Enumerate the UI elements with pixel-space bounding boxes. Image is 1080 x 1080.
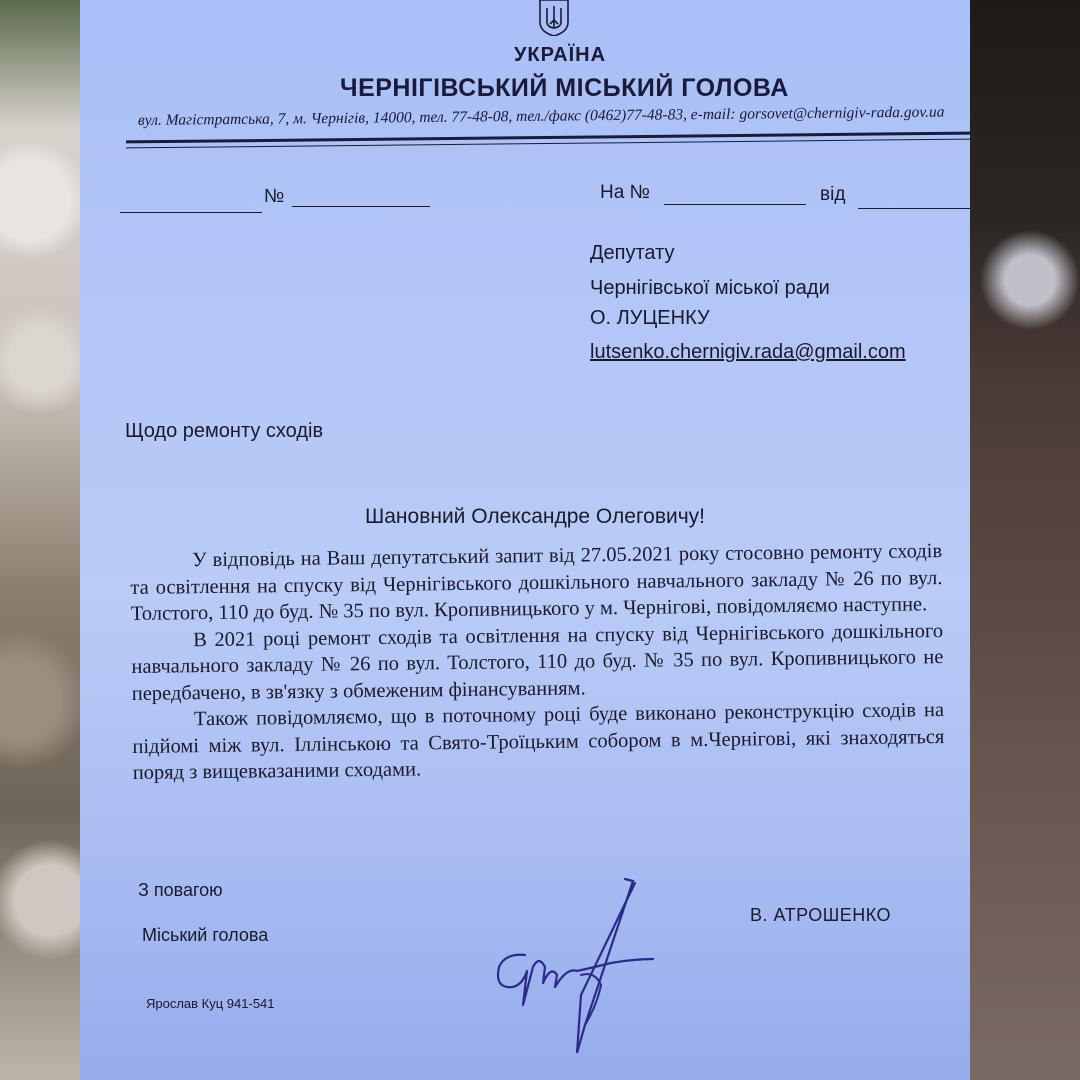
background-right-night <box>970 0 1080 1080</box>
letterhead-address: вул. Магістратська, 7, м. Чернігів, 14000, тел. 77-48-08, тел./факс (0462)77-48-83, e-mail: gorsovet@chernigiv-rada.gov.ua <box>137 103 945 129</box>
addressee-title: Депутату <box>590 242 675 264</box>
executor-contact: Ярослав Куц 941-541 <box>146 996 275 1011</box>
letterhead-organization: ЧЕРНІГІВСЬКИЙ МІСЬКИЙ ГОЛОВА <box>340 74 789 102</box>
reply-number-line <box>664 204 806 205</box>
closing-regards: З повагою <box>138 880 223 900</box>
reg-date-line <box>120 212 262 213</box>
letter-body <box>130 538 945 786</box>
addressee-email: lutsenko.chernigiv.rada@gmail.com <box>590 341 906 363</box>
letter-page <box>80 0 970 1080</box>
handwritten-signature <box>485 875 665 1065</box>
closing-position: Міський голова <box>142 925 269 945</box>
letterhead-country: УКРАЇНА <box>513 44 607 66</box>
reply-from-label: від <box>820 184 846 205</box>
trident-coat-of-arms-icon <box>538 0 570 36</box>
paragraph-1: У відповідь на Ваш депутатський запит від 27.05.2021 року стосовно ремонту сходів та освітлення на спуску від Чернігівського дошкільного навчального закладу № 26 по вул. Толстого, 110 до буд. № 35 по вул. Кропивницького у м. Чернігові, повідомляємо наступне. <box>130 540 943 625</box>
addressee-name: О. ЛУЦЕНКУ <box>590 307 710 329</box>
signer-name: В. АТРОШЕНКО <box>750 905 891 925</box>
paragraph-3: Також повідомляємо, що в поточному році буде виконано реконструкцію сходів на підйомі між вул. Іллінською та Свято-Троїцьким собором в м.Чернігові, які знаходяться поряд з вищевказаними сходами. <box>132 699 945 784</box>
reg-number-line <box>292 206 430 207</box>
reply-date-line <box>858 208 970 209</box>
paragraph-2: В 2021 році ремонт сходів та освітлення на спуску від Чернігівського дошкільного навчального закладу № 26 по вул. Толстого, 110 до буд. № 35 по вул. Кропивницького не передбачено, в зв'язку з обмеженим фінансуванням. <box>131 619 944 705</box>
addressee-council: Чернігівської міської ради <box>590 277 830 299</box>
letter-salutation: Шановний Олександре Олеговичу! <box>365 505 705 528</box>
reply-number-label: На № <box>600 182 650 203</box>
letter-subject: Щодо ремонту сходів <box>125 420 324 442</box>
letterhead-rule-thick <box>126 132 970 144</box>
background-left-snow <box>0 0 80 1080</box>
reg-number-sign: № <box>264 186 285 207</box>
